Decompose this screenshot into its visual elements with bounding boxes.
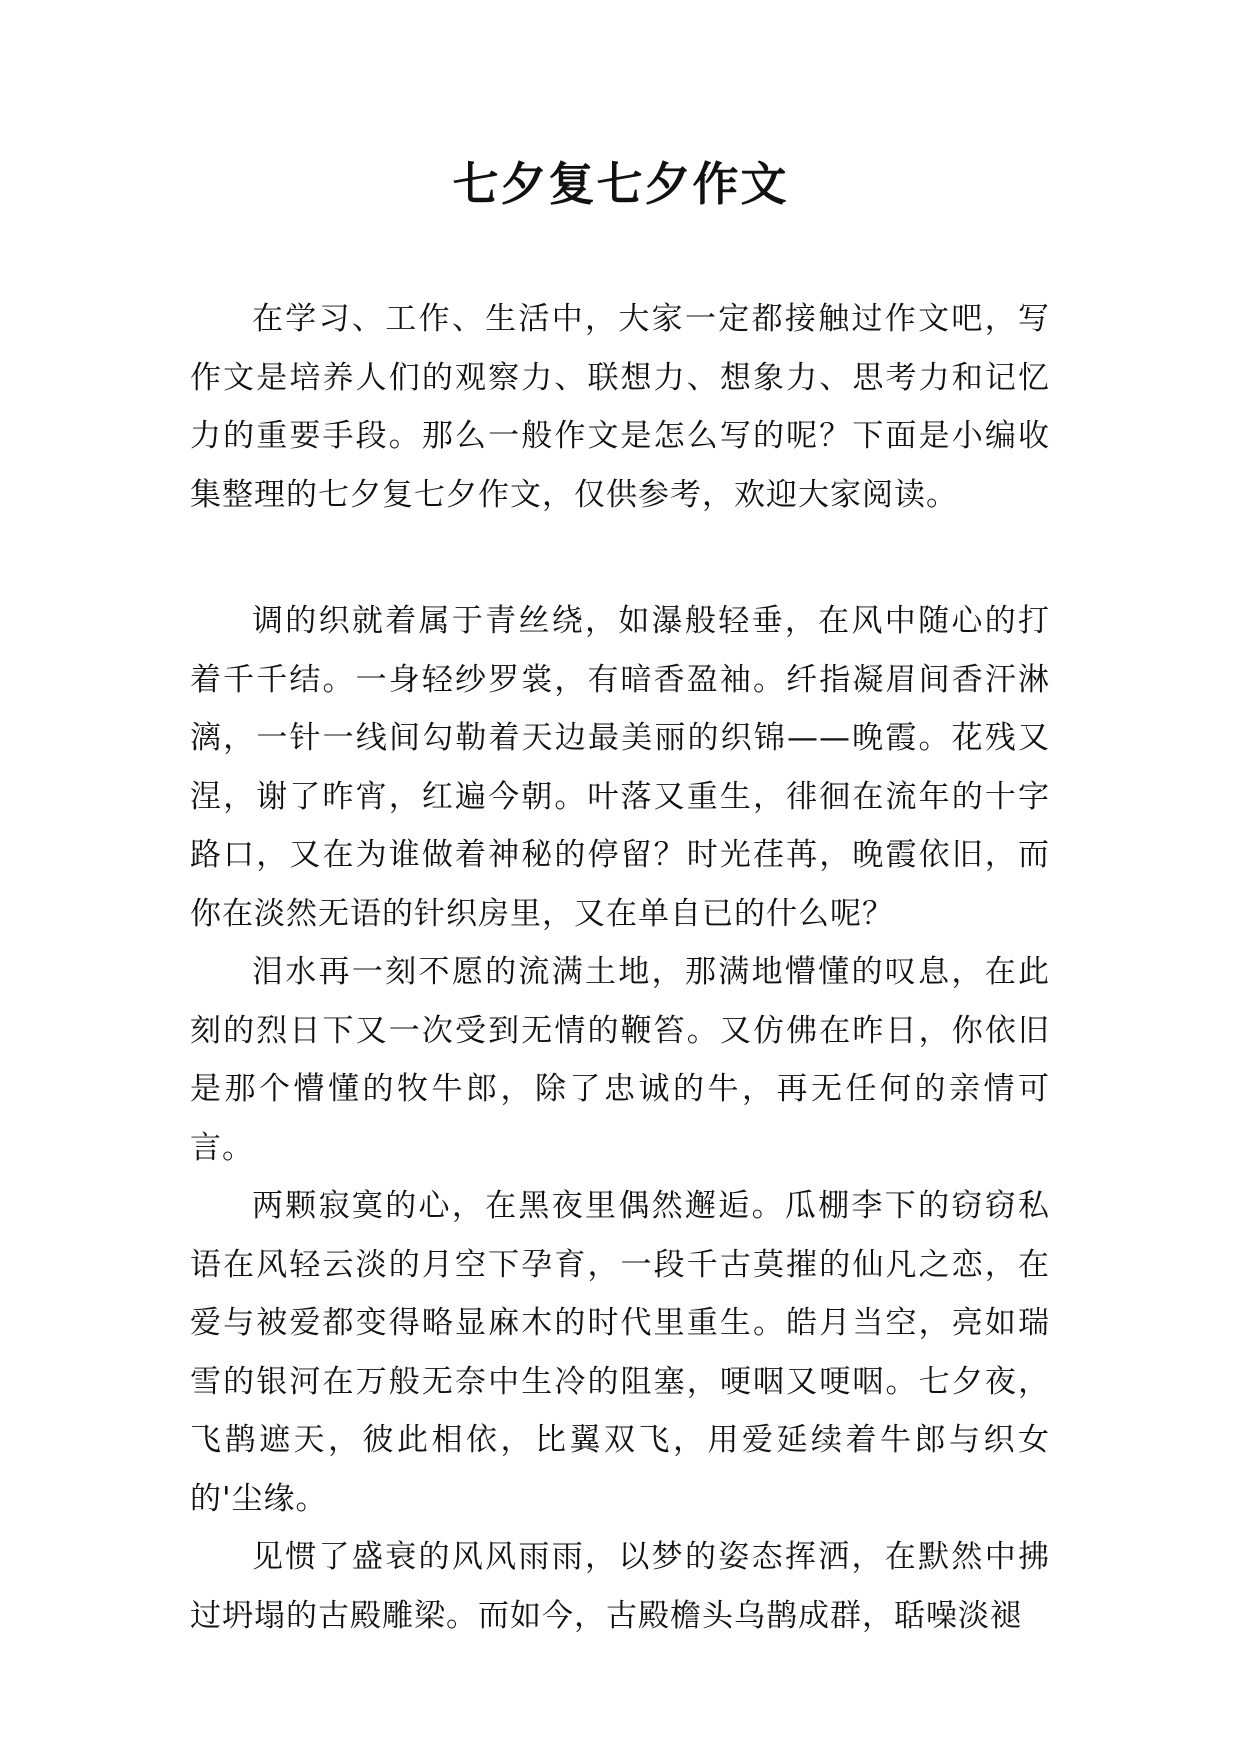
essay-paragraph: 调的织就着属于青丝绕，如瀑般轻垂，在风中随心的打着千千结。一身轻纱罗裳，有暗香盈袖。纤指凝眉间香汗淋漓，一针一线间勾勒着天边最美丽的织锦——晚霞。花残又涅，谢了昨宵，红遍今朝。叶落又重生，徘徊在流年的十字路口，又在为谁做着神秘的停留？时光荏苒，晚霞依旧，而你在淡然无语的针织房里，又在单自已的什么呢？ (190, 603, 1050, 932)
intro-paragraph: 在学习、工作、生活中，大家一定都接触过作文吧，写作文是培养人们的观察力、联想力、想象力、思考力和记忆力的重要手段。那么一般作文是怎么写的呢？下面是小编收集整理的七夕复七夕作文，仅供参考，欢迎大家阅读。 (190, 301, 1050, 513)
essay-paragraph: 两颗寂寞的心，在黑夜里偶然邂逅。瓜棚李下的窃窃私语在风轻云淡的月空下孕育，一段千古莫摧的仙凡之恋，在爱与被爱都变得略显麻木的时代里重生。皓月当空，亮如瑞雪的银河在万般无奈中生冷的阻塞，哽咽又哽咽。七夕夜，飞鹊遮天，彼此相依，比翼双飞，用爱延续着牛郎与织女的'尘缘。 (190, 1188, 1050, 1517)
essay-paragraph: 泪水再一刻不愿的流满土地，那满地懵懂的叹息，在此刻的烈日下又一次受到无情的鞭笞。又仿佛在昨日，你依旧是那个懵懂的牧牛郎，除了忠诚的牛，再无任何的亲情可言。 (190, 954, 1050, 1166)
essay-paragraph: 见惯了盛衰的风风雨雨，以梦的姿态挥洒，在默然中拂过坍塌的古殿雕梁。而如今，古殿檐头乌鹊成群，聒噪淡褪 (190, 1539, 1050, 1634)
page-title: 七夕复七夕作文 (452, 157, 789, 211)
essay-body (190, 290, 1050, 1645)
